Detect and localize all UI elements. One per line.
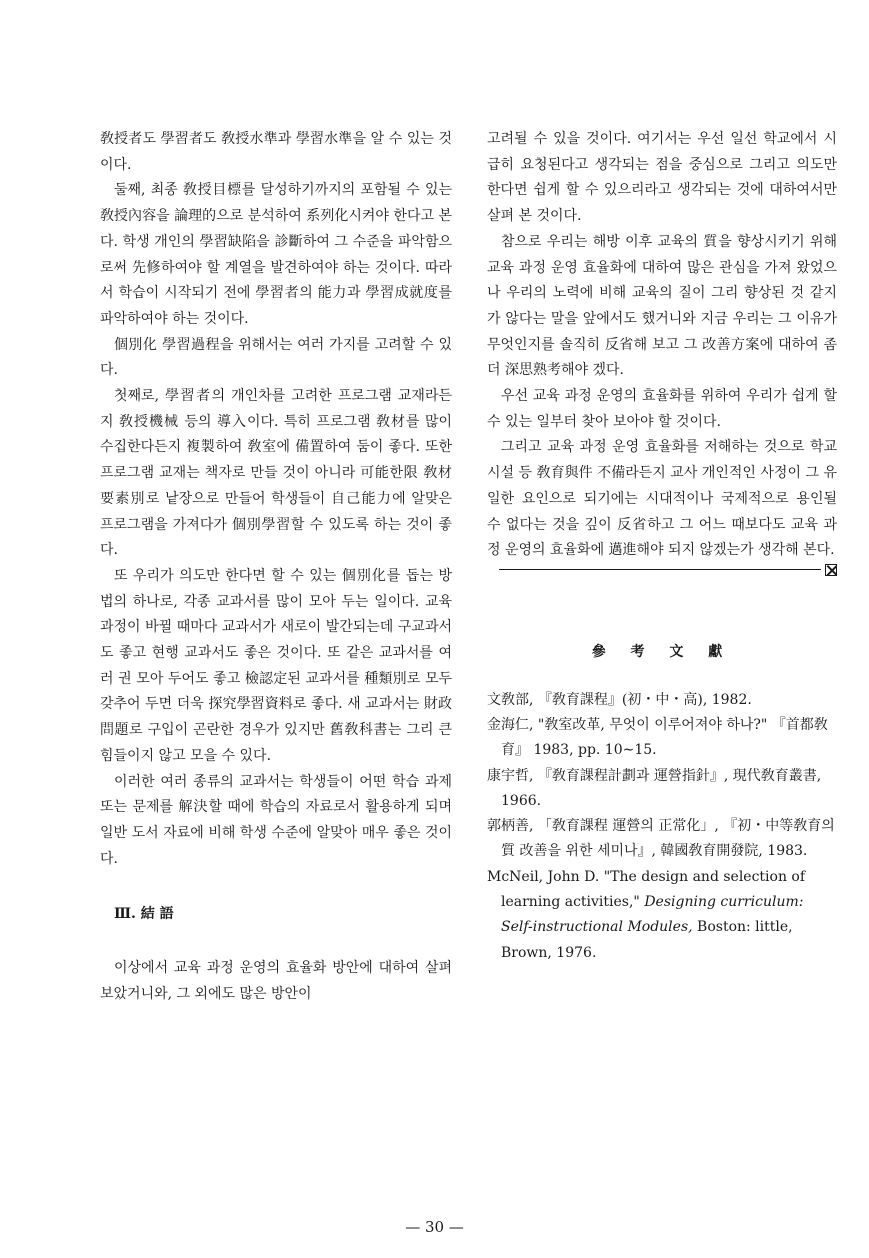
paragraph: 참으로 우리는 해방 이후 교육의 質을 향상시키기 위해 교육 과정 운영 효율화에 대하여 많은 관심을 가져 왔었으나 우리의 노력에 비해 교육의 질이 그리 향상된 것 같지가 않다는 말을 앞에서도 했거니와 지금 우리는 그 이유가 무엇인지를 솔직히 反省해 보고 그 改善方案에 대하여 좀 더 深思熟考해야 겠다. [487, 233, 837, 379]
reference-item: 金海仁, "敎室改革, 무엇이 이루어져야 하나?" 『首都敎育』 1983, pp. 10∼15. [487, 716, 828, 759]
reference-author: McNeil, John D. "The design and selection of learning activities," [487, 868, 806, 911]
boxed-x-end-mark-icon [825, 564, 837, 576]
reference-item-english [487, 865, 837, 966]
reference-publisher: Boston: little, Brown, 1976. [501, 919, 793, 961]
paragraph: 첫째로, 學習者의 개인차를 고려한 프로그램 교재라든지 敎授機械 등의 導入이다. 특히 프로그램 敎材를 많이 수집한다든지 複製하여 敎室에 備置하여 둠이 좋다. 또한 프로그램 교재는 책자로 만들 것이 아니라 可能한限 敎材要素別로 낱장으로 만들어 학생들이 自己能力에 알맞은 프로그램을 가져다가 個別學習할 수 있도록 하는 것이 좋다. [100, 388, 452, 559]
paragraph: 이상에서 교육 과정 운영의 효율화 방안에 대하여 살펴 보았거니와, 그 외에도 많은 방안이 [100, 960, 452, 1002]
horizontal-rule [499, 569, 821, 570]
references-title: 參 考 文 獻 [591, 643, 733, 660]
paragraph: 둘째, 최종 敎授目標를 달성하기까지의 포함될 수 있는 敎授內容을 論理的으로 분석하여 系列化시켜야 한다고 본다. 학생 개인의 學習缺陷을 診斷하여 그 수준을 파악함으로써 先修하여야 할 계열을 발견하여야 하는 것이다. 따라서 학습이 시작되기 전에 學習者의 能力과 學習成就度를 파악하여야 하는 것이다. [100, 182, 452, 327]
paragraph: 우선 교육 과정 운영의 효율화를 위하여 우리가 쉽게 할 수 있는 일부터 찾아 보아야 할 것이다. [487, 388, 837, 430]
end-of-article-rule [487, 564, 837, 576]
paragraph: 또 우리가 의도만 한다면 할 수 있는 個別化를 돕는 방법의 하나로, 각종 교과서를 많이 모아 두는 일이다. 교육 과정이 바뀔 때마다 교과서가 새로이 발간되는데 구교과서도 좋고 현행 교과서도 좋은 것이다. 또 같은 교과서를 여러 권 모아 두어도 좋고 檢認定된 교과서를 種類別로 모두 갖추어 두면 더욱 探究學習資料로 좋다. 새 교과서는 財政問題로 구입이 곤란한 경우가 있지만 舊敎科書는 그리 큰 힘들이지 않고 모을 수 있다. [100, 567, 452, 764]
right-column [487, 127, 837, 966]
reference-item: 康宇哲, 『敎育課程計劃과 運營指針』, 現代敎育叢書, 1966. [487, 767, 822, 809]
reference-book-title: Designing curriculum: Self-instructional Modules, [501, 894, 804, 936]
paragraph: 敎授者도 學習者도 敎授水準과 學習水準을 알 수 있는 것이다. [100, 131, 452, 173]
paragraph: 이러한 여러 종류의 교과서는 학생들이 어떤 학습 과제 또는 문제를 解決할 때에 학습의 자료로서 활용하게 되며 일반 도서 자료에 비해 학생 수준에 알맞아 매우 좋은 것이다. [100, 773, 452, 867]
reference-item: 文敎部, 『敎育課程』(初・中・高), 1982. [487, 691, 752, 708]
paragraph: 고려될 수 있을 것이다. 여기서는 우선 일선 학교에서 시급히 요청된다고 생각되는 점을 중심으로 그리고 의도만 한다면 쉽게 할 수 있으리라고 생각되는 것에 대하여서만 살펴 본 것이다. [487, 131, 837, 225]
references-list [487, 688, 837, 966]
paragraph: 그리고 교육 과정 운영 효율화를 저해하는 것으로 학교 시설 등 敎育與件 不備라든지 교사 개인적인 사정이 그 유일한 요인으로 되기에는 시대적이나 국제적으로 용인될 수 없다는 것을 깊이 反省하고 그 어느 때보다도 교육 과정 운영의 효율화에 邁進해야 되지 않겠는가 생각해 본다. [487, 439, 837, 559]
page-number: — 30 — [405, 1218, 464, 1236]
section-heading: Ⅲ. 結 語 [114, 906, 174, 923]
reference-item: 郭柄善, 「敎育課程 運營의 正常化」, 『初・中等敎育의 質 改善을 위한 세미나』, 韓國敎育開發院, 1983. [487, 818, 835, 860]
paragraph: 個別化 學習過程을 위해서는 여러 가지를 고려할 수 있다. [100, 336, 452, 379]
left-column [100, 127, 452, 1008]
